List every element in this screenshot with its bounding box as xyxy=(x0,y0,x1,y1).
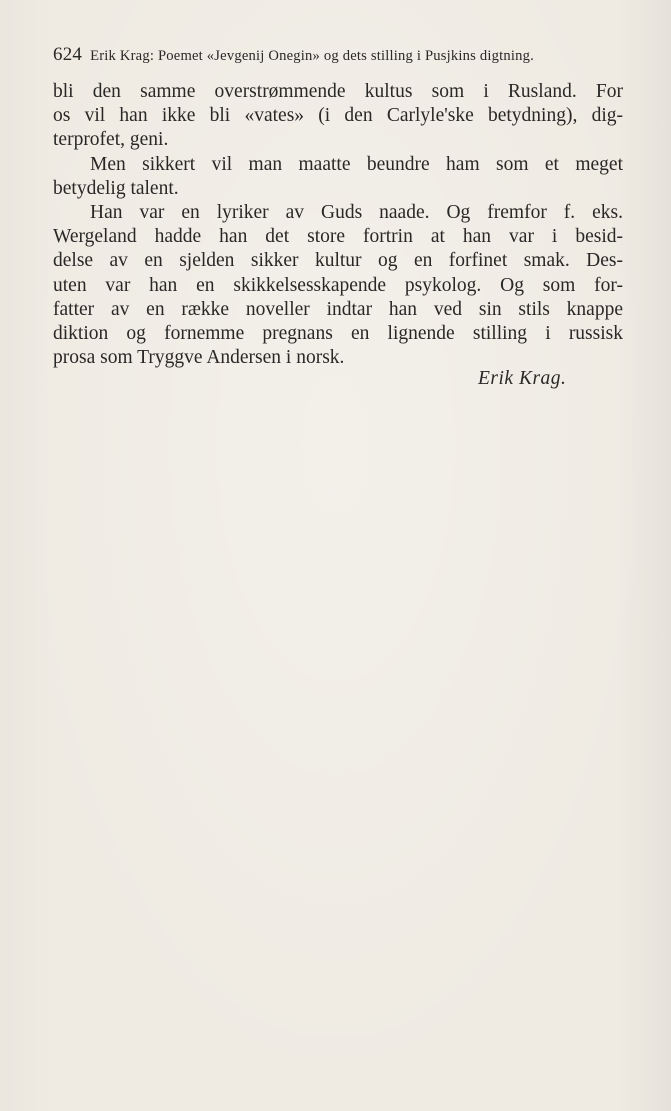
running-title: Erik Krag: Poemet «Jevgenij Onegin» og dets stilling i Pusjkins digtning. xyxy=(90,48,534,64)
text-line: fatter av en række noveller indtar han ved sin stils knappe xyxy=(53,298,623,320)
text-line: bli den samme overstrømmende kultus som i Rusland. For xyxy=(53,81,623,102)
text-line: Wergeland hadde han det store fortrin at han var i besid- xyxy=(53,226,623,248)
text-line: betydelig talent. xyxy=(53,177,179,199)
text-line: diktion og fornemme pregnans en lignende stilling i russisk xyxy=(53,322,623,344)
running-head xyxy=(53,44,623,66)
text-line: prosa som Tryggve Andersen i norsk. xyxy=(53,347,345,369)
page-number: 624 xyxy=(53,44,83,65)
text-line: terprofet, geni. xyxy=(53,129,169,151)
body-text xyxy=(53,80,623,370)
text-line: Men sikkert vil man maatte beundre ham som et meget xyxy=(90,153,623,175)
text-line: delse av en sjelden sikker kultur og en forfinet smak. Des- xyxy=(53,250,623,272)
text-line: Han var en lyriker av Guds naade. Og fremfor f. eks. xyxy=(90,201,623,223)
text-line: uten var han en skikkelsesskapende psykolog. Og som for- xyxy=(53,274,623,296)
author-signature: Erik Krag. xyxy=(478,368,567,389)
text-line: os vil han ikke bli «vates» (i den Carlyle'ske betydning), dig- xyxy=(53,105,623,127)
